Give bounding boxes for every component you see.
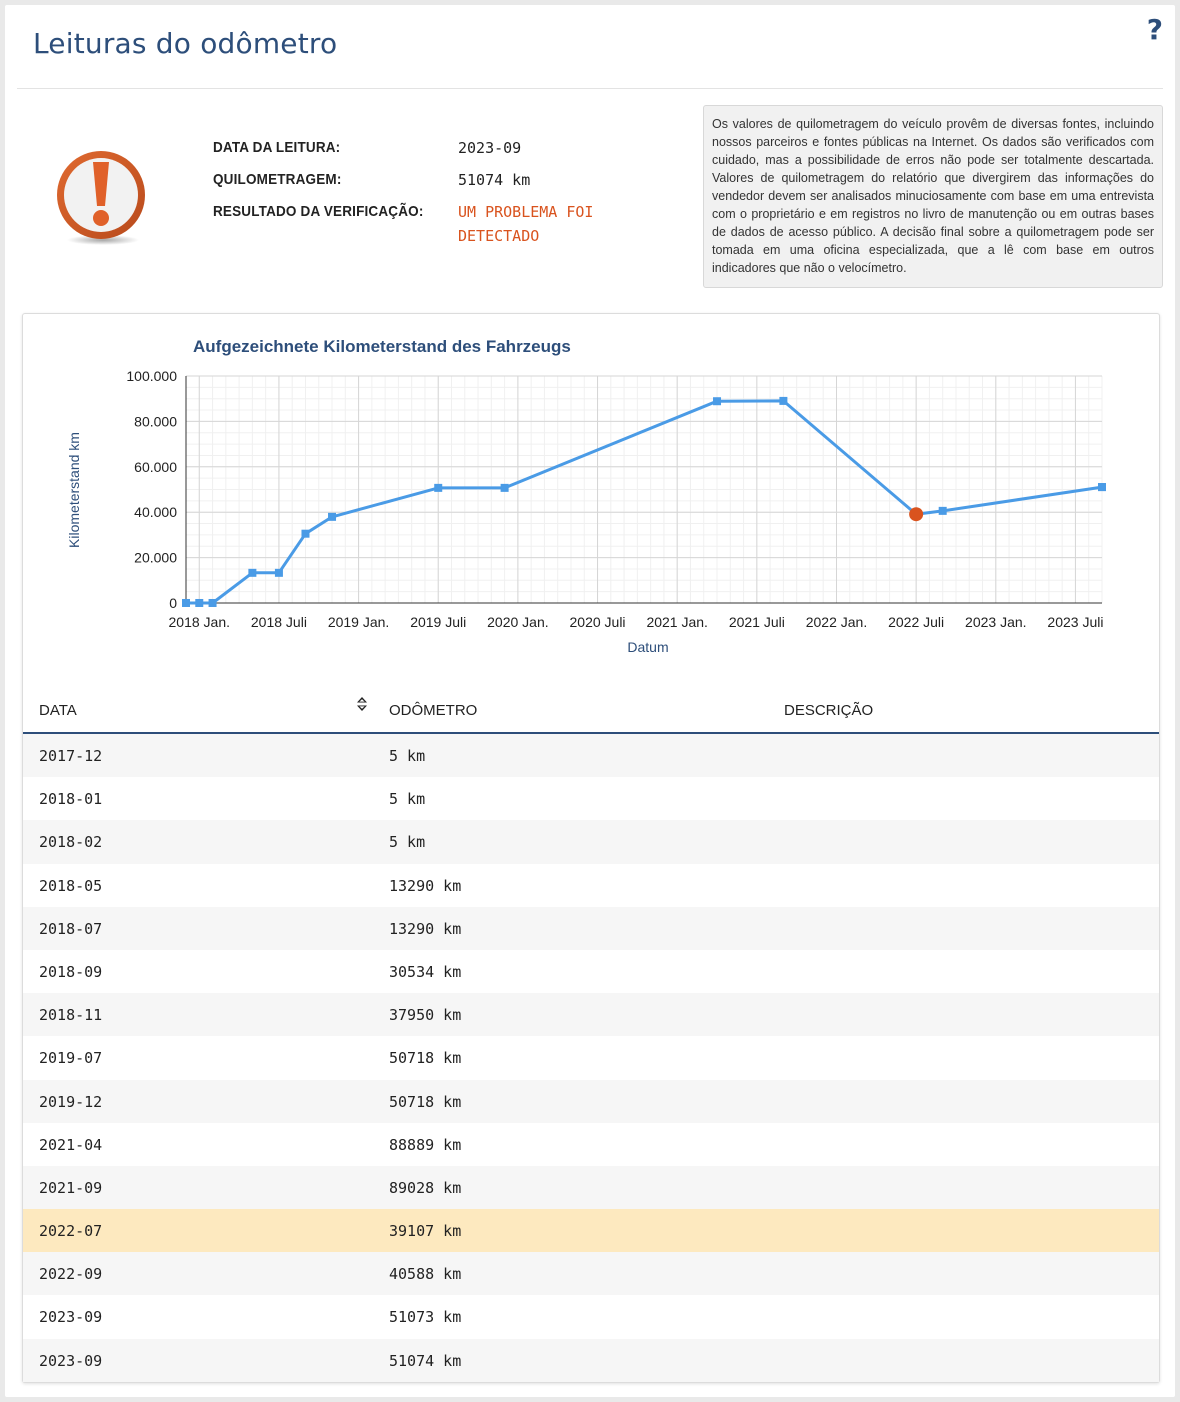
y-tick-label: 100.000 <box>126 368 177 384</box>
x-axis-label: Datum <box>627 639 669 655</box>
x-tick-label: 2022 Juli <box>888 614 945 630</box>
data-point <box>275 569 283 577</box>
cell-date: 2023-09 <box>39 1308 103 1327</box>
x-tick-label: 2020 Juli <box>569 614 626 630</box>
data-point <box>328 513 336 521</box>
data-point <box>209 599 217 607</box>
cell-date: 2018-05 <box>39 876 103 895</box>
table-row <box>23 864 1159 907</box>
table-row <box>23 1036 1159 1079</box>
cell-odometer: 89028 km <box>389 1178 462 1197</box>
data-point <box>195 599 203 607</box>
series-line <box>186 401 1102 603</box>
cell-odometer: 13290 km <box>389 876 462 895</box>
summary-row-mileage <box>213 171 653 203</box>
x-tick-label: 2019 Juli <box>410 614 467 630</box>
page-title: Leituras do odômetro <box>33 27 338 60</box>
cell-odometer: 51074 km <box>389 1351 462 1370</box>
sort-icon[interactable] <box>356 696 368 712</box>
column-header-description: DESCRIÇÃO <box>784 702 874 719</box>
cell-date: 2018-01 <box>39 790 103 809</box>
table-row <box>23 993 1159 1036</box>
cell-date: 2022-07 <box>39 1222 103 1241</box>
x-tick-label: 2019 Jan. <box>327 614 390 630</box>
summary-block <box>213 139 653 245</box>
mileage-chart <box>23 314 1159 674</box>
reading-date-value: 2023-09 <box>458 139 522 157</box>
table-body <box>23 734 1159 1382</box>
data-point <box>939 507 947 515</box>
cell-date: 2018-09 <box>39 962 103 981</box>
mileage-value: 51074 km <box>458 171 531 189</box>
y-tick-label: 40.000 <box>134 504 177 521</box>
cell-date: 2018-07 <box>39 919 103 938</box>
table-row <box>23 950 1159 993</box>
help-icon[interactable]: ? <box>1146 13 1163 46</box>
summary-row-result <box>213 203 653 245</box>
cell-odometer: 30534 km <box>389 962 462 981</box>
cell-odometer: 39107 km <box>389 1222 462 1241</box>
x-tick-label: 2018 Jan. <box>168 614 231 630</box>
cell-odometer: 50718 km <box>389 1092 462 1111</box>
table-row <box>23 1166 1159 1209</box>
data-point <box>713 397 721 405</box>
verification-result-value: UM PROBLEMA FOI DETECTADO <box>458 203 594 245</box>
column-header-odometer: ODÔMETRO <box>389 702 478 719</box>
cell-odometer: 5 km <box>389 747 426 765</box>
table-row <box>23 1339 1159 1382</box>
mileage-card <box>22 313 1160 1383</box>
y-tick-label: 20.000 <box>134 549 177 566</box>
table-row <box>23 734 1159 777</box>
x-tick-label: 2023 Juli <box>1047 614 1104 630</box>
data-point <box>182 599 190 607</box>
x-tick-label: 2020 Jan. <box>487 614 549 630</box>
data-point-anomaly <box>909 507 923 521</box>
table-row <box>23 1295 1159 1338</box>
table-row <box>23 1080 1159 1123</box>
cell-odometer: 5 km <box>389 790 426 809</box>
cell-date: 2022-09 <box>39 1265 103 1284</box>
mileage-table <box>23 684 1159 1382</box>
x-tick-label: 2022 Jan. <box>805 614 868 630</box>
y-axis-label: Kilometerstand km <box>66 432 82 548</box>
chart-title: Aufgezeichnete Kilometerstand des Fahrzeugs <box>193 337 571 356</box>
cell-date: 2017-12 <box>39 747 103 765</box>
exclamation-warning-icon <box>53 148 149 248</box>
cell-date: 2018-11 <box>39 1006 103 1025</box>
cell-date: 2019-12 <box>39 1092 103 1111</box>
x-tick-label: 2021 Juli <box>728 614 785 630</box>
y-tick-label: 80.000 <box>134 413 177 430</box>
data-point <box>301 530 309 538</box>
table-row <box>23 1123 1159 1166</box>
cell-odometer: 51073 km <box>389 1308 462 1327</box>
summary-row-date <box>213 139 653 171</box>
y-tick-label: 0 <box>169 595 177 611</box>
table-row <box>23 1252 1159 1295</box>
odometer-readings-panel <box>5 5 1175 1397</box>
x-tick-label: 2023 Jan. <box>965 614 1027 630</box>
x-tick-label: 2021 Jan. <box>646 614 708 630</box>
cell-odometer: 37950 km <box>389 1006 462 1025</box>
data-point <box>779 397 787 405</box>
disclaimer-box: Os valores de quilometragem do veículo provêm de diversas fontes, incluindo nossos parceiros e fontes públicas na Internet. Os dados são verificados com cuidado, mas a possibilidade de erros não pode ser totalmente descartada. Valores de quilometragem do relatório que divergirem das informações do vendedor devem ser analisados minuciosamente com base em uma entrevista com o proprietário e em registros no livro de manutenção ou em outras bases de dados de acesso público. A decisão final sobre a quilometragem pode ser tomada em uma oficina especializada, que a lê com base em outros indicadores que não o velocímetro. <box>703 105 1163 288</box>
table-row <box>23 820 1159 863</box>
table-header <box>23 684 1159 734</box>
cell-date: 2021-09 <box>39 1178 103 1197</box>
header-divider <box>17 88 1163 89</box>
cell-date: 2019-07 <box>39 1049 103 1068</box>
cell-odometer: 40588 km <box>389 1265 462 1284</box>
cell-odometer: 88889 km <box>389 1135 462 1154</box>
mileage-label: QUILOMETRAGEM: <box>213 171 342 188</box>
data-point <box>248 569 256 577</box>
cell-odometer: 13290 km <box>389 919 462 938</box>
table-row <box>23 907 1159 950</box>
cell-date: 2023-09 <box>39 1351 103 1370</box>
cell-odometer: 5 km <box>389 833 426 852</box>
reading-date-label: DATA DA LEITURA: <box>213 139 341 156</box>
cell-date: 2021-04 <box>39 1135 103 1154</box>
data-point <box>1098 483 1106 491</box>
cell-date: 2018-02 <box>39 833 103 852</box>
data-point <box>501 484 509 492</box>
table-row <box>23 777 1159 820</box>
cell-odometer: 50718 km <box>389 1049 462 1068</box>
data-point <box>434 484 442 492</box>
table-row-flagged <box>23 1209 1159 1252</box>
x-tick-label: 2018 Juli <box>250 614 307 630</box>
y-tick-label: 60.000 <box>134 458 177 475</box>
verification-result-label: RESULTADO DA VERIFICAÇÃO: <box>213 203 424 220</box>
column-header-date[interactable]: DATA <box>39 702 77 719</box>
